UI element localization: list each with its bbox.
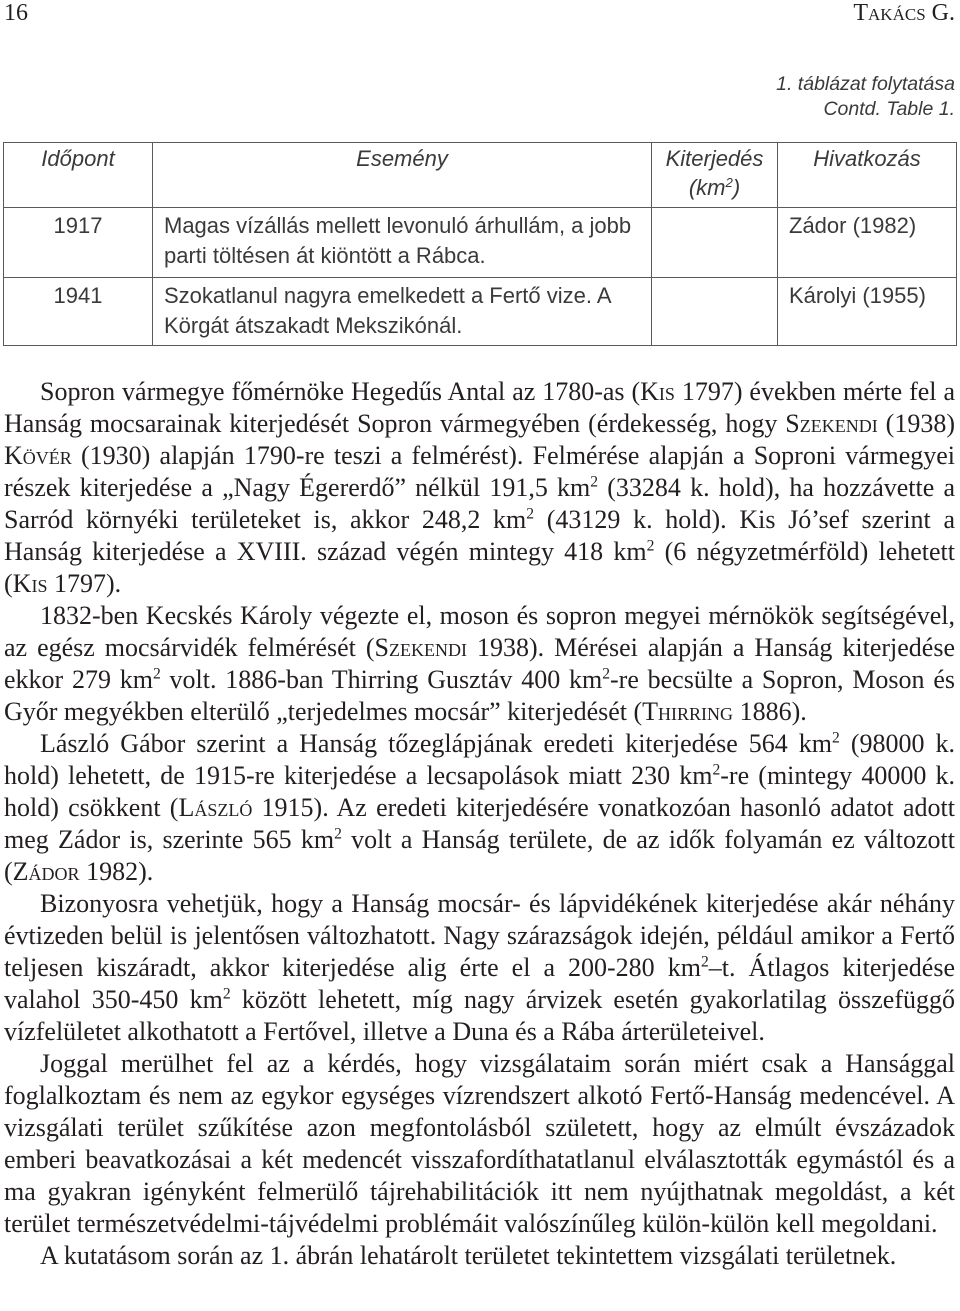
date-cell: 1917 (4, 208, 153, 278)
page-number: 16 (4, 0, 28, 26)
citation-author: Szekendi (374, 633, 467, 662)
extent-cell (652, 278, 778, 346)
table-row (4, 278, 957, 346)
citation-author: László (178, 793, 253, 822)
unit-exponent: 2 (832, 729, 840, 747)
table-row (4, 208, 957, 278)
column-header-event: Esemény (153, 143, 652, 208)
paragraph-text: (33284 k. hold), ha hozzávette a Sarród környéki területeket is, akkor 248,2 km (4, 473, 955, 534)
paragraph-text: A kutatásom során az 1. ábrán lehatárolt területet tekintettem vizsgálati területnek. (40, 1241, 897, 1270)
paragraph-text: 1938). Mérései alapján a Hanság kiterjedése ekkor 279 km (4, 633, 955, 694)
paragraph-text: László Gábor szerint a Hanság tőzeglápjának eredeti kiterjedése 564 km (40, 729, 833, 758)
unit-exponent: 2 (725, 175, 733, 191)
paragraph-text: 1797) években mérte fel a Hanság mocsarainak kiterjedését Sopron vármegyében (érdekesség, hogy (4, 377, 955, 438)
paragraph-text: -re (mintegy 40000 k. hold) csökkent ( (4, 761, 955, 822)
body-paragraph (4, 888, 955, 1048)
unit-exponent: 2 (222, 985, 231, 1003)
paragraph-text: (1938) (877, 409, 955, 438)
paragraph-text: Sopron vármegye főmérnöke Hegedűs Antal az 1780-as ( (40, 377, 641, 406)
unit-exponent: 2 (526, 505, 535, 523)
column-header-extent-label: Kiterjedés (665, 146, 764, 171)
body-text (4, 376, 955, 1272)
column-header-extent-unit (652, 173, 777, 202)
body-paragraph (4, 600, 955, 728)
body-paragraph (4, 1048, 955, 1240)
paragraph-text: 1982). (79, 857, 154, 886)
paragraph-text: Bizonyosra vehetjük, hogy a Hanság mocsár- és lápvidékének kiterjedése akár néhány évtizeden belül is jelentősen változhatott. Nagy szárazságok idején, például amikor a Fertő teljesen kiszáradt, akkor kiterjedése alig érte el a 200-280 km (4, 889, 955, 982)
column-header-extent (652, 143, 778, 208)
paragraph-text: -re becsülte a Sopron, Moson és Győr megyékben elterülő „terjedelmes mocsár” kiterjedését ( (4, 665, 955, 726)
column-header-date: Időpont (4, 143, 153, 208)
citation-author: Kis (640, 377, 675, 406)
event-cell: Szokatlanul nagyra emelkedett a Fertő vize. A Körgát átszakadt Mekszikónál. (153, 278, 652, 346)
paragraph-text: –t. Átlagos kiterjedése valahol 350-450 km (4, 953, 955, 1014)
body-paragraph (4, 376, 955, 600)
paragraph-text: 1832-ben Kecskés Károly végezte el, moson és sopron megyei mérnökök segítségével, az egész mocsárvidék felmérését ( (4, 601, 955, 662)
body-paragraph (4, 728, 955, 888)
unit-suffix: ) (732, 175, 741, 200)
table-header-row (4, 143, 957, 208)
paragraph-text: 1915). Az eredeti kiterjedésére vonatkozóan hasonló adatot adott meg Zádor is, szerinte 565 km (4, 793, 956, 854)
table-caption-english: Contd. Table 1. (823, 98, 955, 120)
table-head (4, 143, 957, 208)
unit-exponent: 2 (602, 665, 610, 683)
paragraph-text: (6 négyzetmérföld) lehetett ( (4, 537, 955, 598)
unit-exponent: 2 (590, 473, 599, 491)
unit-exponent: 2 (700, 953, 709, 971)
date-cell: 1941 (4, 278, 153, 346)
citation-author: Kis (12, 569, 48, 598)
paragraph-text: Joggal merülhet fel az a kérdés, hogy vizsgálataim során miért csak a Hansággal foglalkoztam és nem az egykor egységes vízrendszert alkotó Fertő-Hanság medencével. A vizsgálati terület szűkítése azon megfontolásból született, hogy az elmúlt évszázadok emberi beavatkozásai a két medencét visszafordíthatatlanul elválasztották egymástól és a ma gyakran igényként felmerülő tájrehabilitációk itt nem nyújthatnak megoldást, a két terület természetvédelmi-tájvédelmi problémáit valószínűleg külön-külön kell megoldani. (4, 1049, 955, 1238)
citation-author: Kövér (4, 441, 72, 470)
paragraph-text: 1886). (733, 697, 807, 726)
paragraph-text: (43129 k. hold). Kis Jó’sef szerint a Hanság kiterjedése a XVIII. század végén mintegy 418 km (4, 505, 955, 566)
reference-cell: Zádor (1982) (778, 208, 957, 278)
paragraph-text: volt. 1886-ban Thirring Gusztáv 400 km (160, 665, 603, 694)
body-paragraph (4, 1240, 955, 1272)
event-cell: Magas vízállás mellett levonuló árhullám, a jobb parti töltésen át kiöntött a Rábca. (153, 208, 652, 278)
paragraph-text: (98000 k. hold) lehetett, de 1915-re kiterjedése a lecsapolások miatt 230 km (4, 729, 955, 790)
unit-exponent: 2 (152, 665, 161, 683)
unit-exponent: 2 (334, 825, 342, 843)
table-caption (535, 72, 955, 122)
column-header-reference: Hivatkozás (778, 143, 957, 208)
paragraph-text: 1797). (47, 569, 122, 598)
reference-cell: Károlyi (1955) (778, 278, 957, 346)
table-body (4, 208, 957, 346)
paragraph-text: (1930) alapján 1790-re teszi a felmérést). Felmérése alapján a Soproni vármegyei részek kiterjedése a „Nagy Égererdő” nélkül 191,5 km (4, 441, 955, 502)
unit-exponent: 2 (712, 761, 721, 779)
extent-cell (652, 208, 778, 278)
citation-author: Zádor (12, 857, 80, 886)
unit-exponent: 2 (646, 537, 655, 555)
paragraph-text: között lehetett, míg nagy árvizek esetén gyakorlatilag összefüggő vízfelületet alkothatott a Fertővel, illetve a Duna és a Rába árterületeivel. (4, 985, 955, 1046)
events-table (3, 142, 957, 346)
unit-prefix: (km (688, 175, 726, 200)
paragraph-text: volt a Hanság területe, de az idők folyamán ez változott ( (4, 825, 955, 886)
table-caption-hungarian: 1. táblázat folytatása (776, 73, 955, 95)
running-head (4, 0, 955, 26)
citation-author: Thirring (642, 697, 734, 726)
running-head-author: Takács G. (853, 0, 955, 26)
citation-author: Szekendi (785, 409, 878, 438)
